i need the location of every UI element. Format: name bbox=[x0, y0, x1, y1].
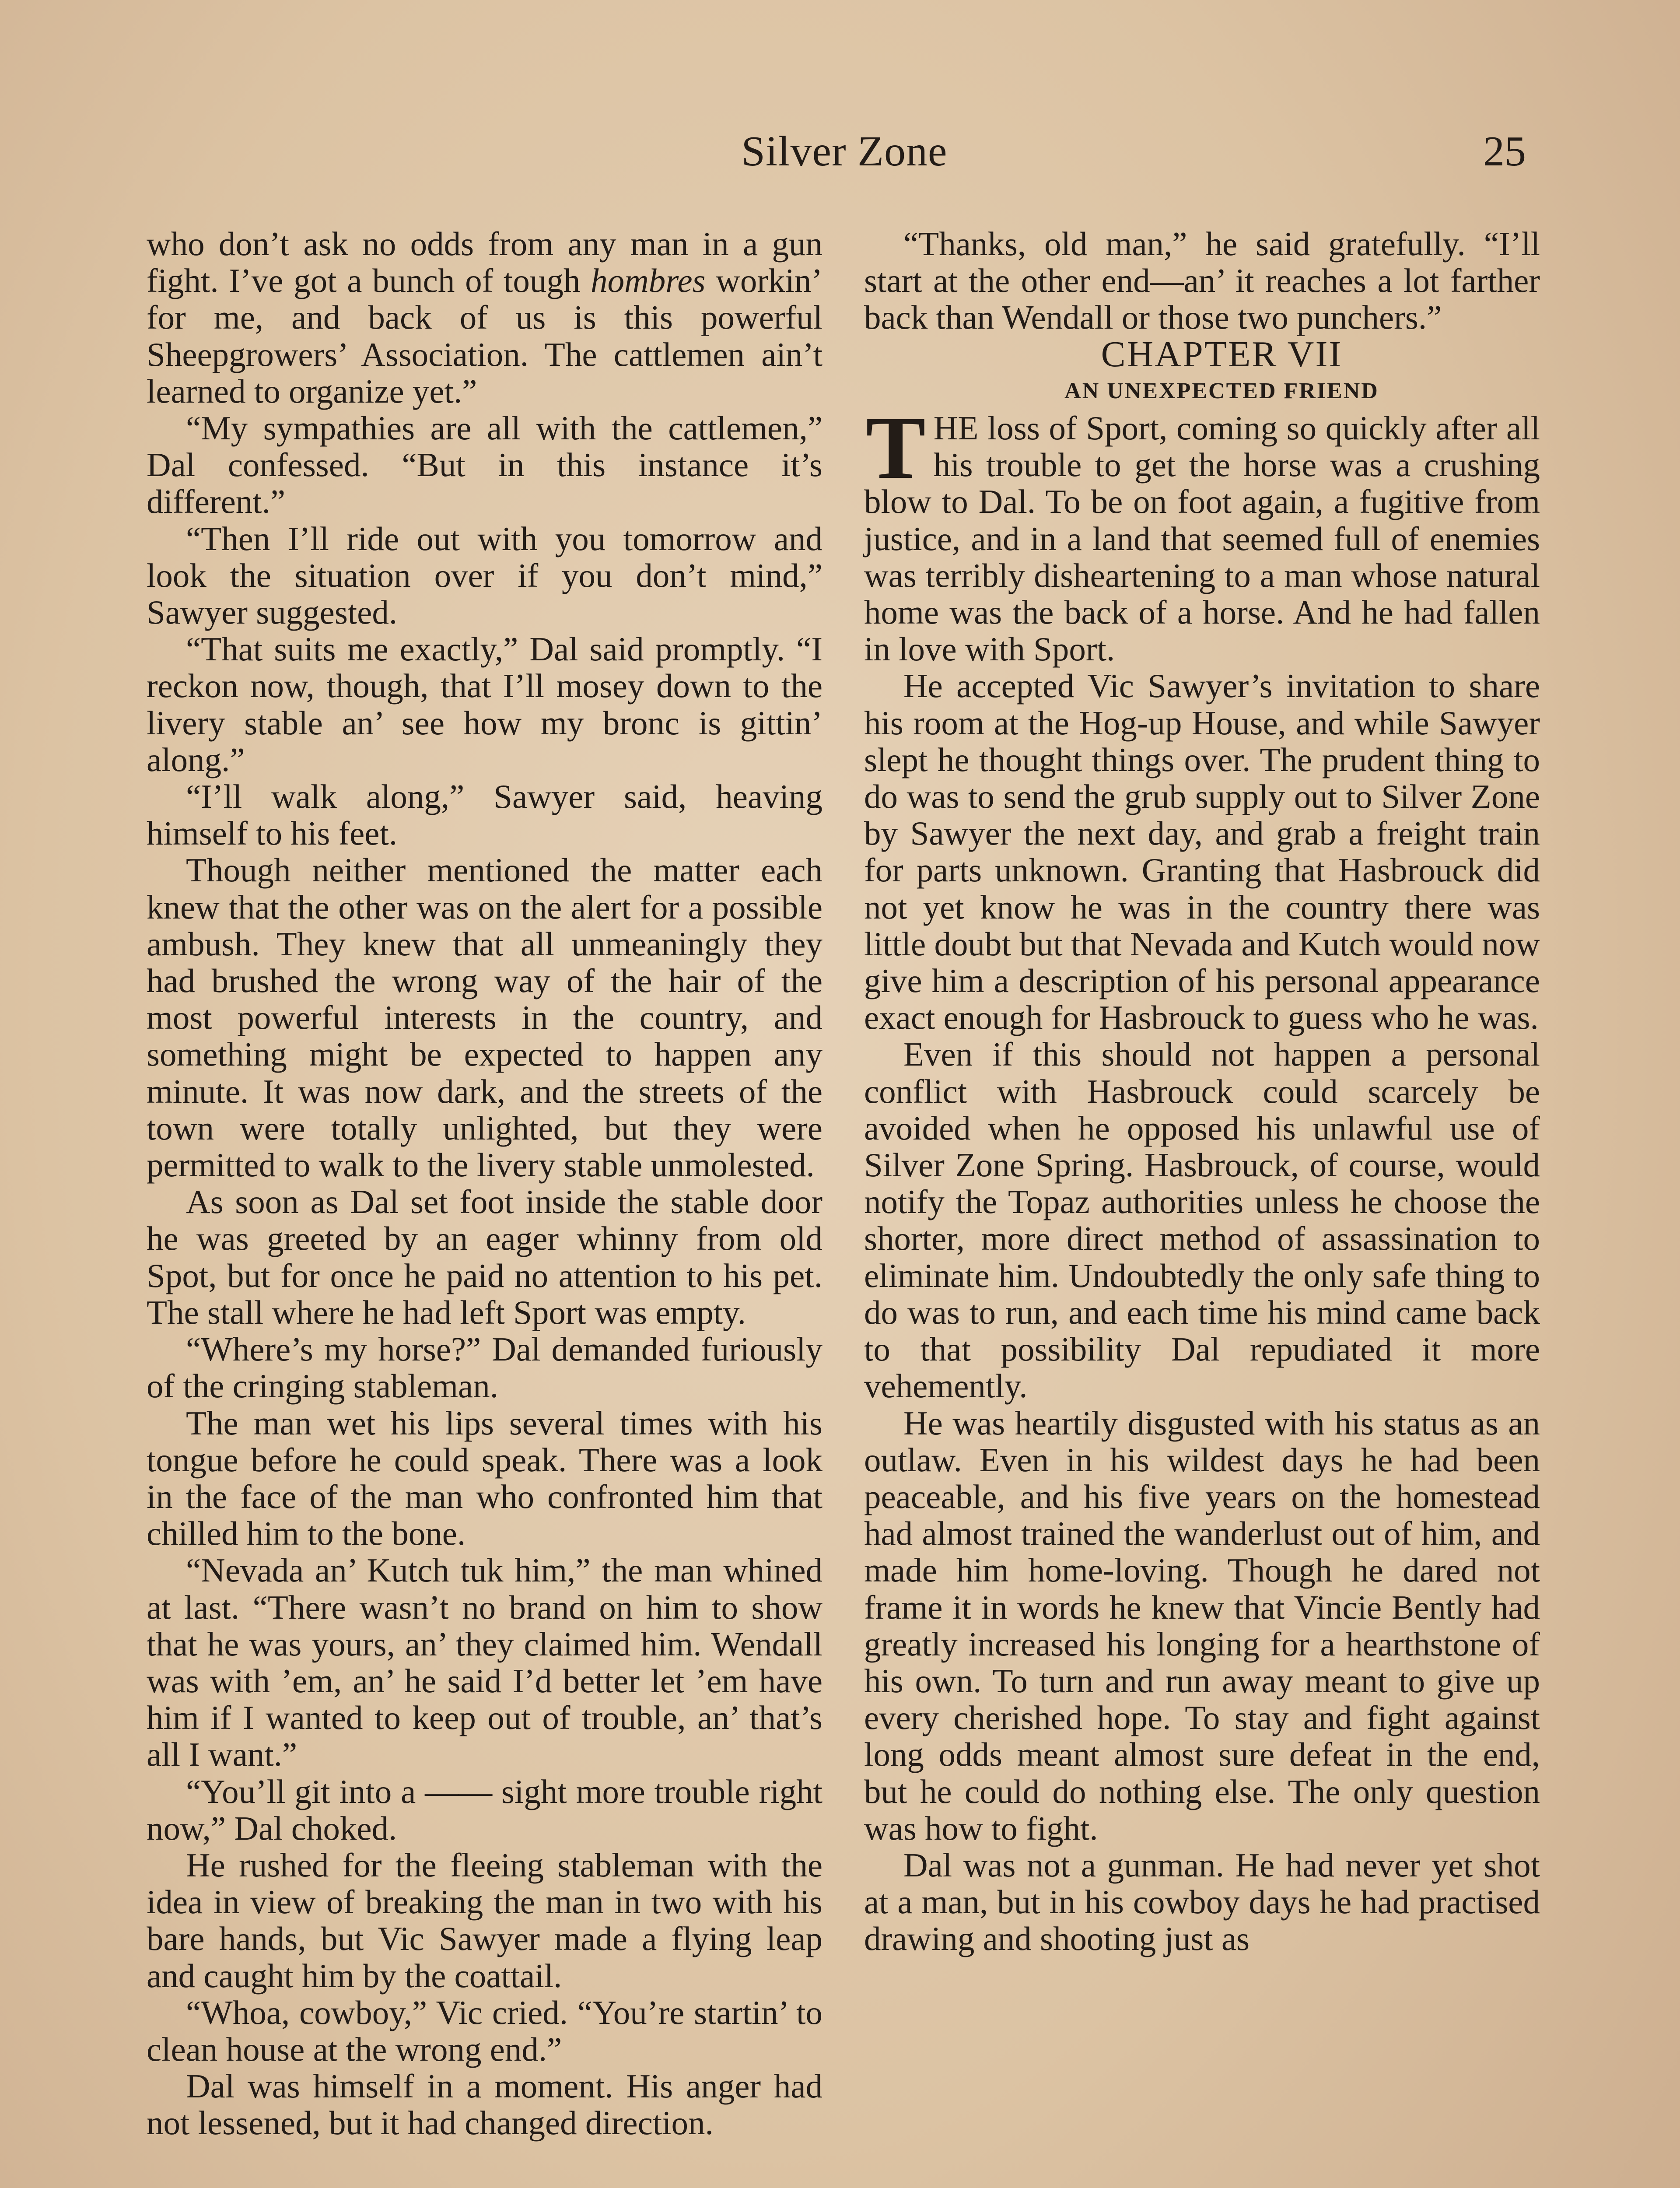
paragraph: “Nevada an’ Kutch tuk him,” the man whined at last. “There wasn’t no brand on him to show that he was yours, an’ they claimed him. Wendall was with ’em, an’ he said I’d better let ’em have him if I wanted to keep out of trouble, an’ that’s all I want.” bbox=[147, 1551, 822, 1774]
paragraph: He rushed for the fleeing stableman with the idea in view of breaking the man in two with his bare hands, but Vic Sawyer made a flying leap and caught him by the coattail. bbox=[147, 1846, 822, 1995]
paragraph: “I’ll walk along,” Sawyer said, heaving himself to his feet. bbox=[147, 778, 822, 852]
chapter-heading: CHAPTER VII bbox=[1101, 333, 1343, 375]
paragraph: “Where’s my horse?” Dal demanded furiously of the cringing stableman. bbox=[147, 1330, 822, 1405]
paragraph: “My sympathies are all with the cattlemen,” Dal confessed. “But in this instance it’s different.” bbox=[147, 409, 822, 521]
paragraph: “Thanks, old man,” he said gratefully. “I’ll start at the other end—an’ it reaches a lot farther back than Wendall or those two punchers.” bbox=[864, 225, 1540, 337]
paragraph: The man wet his lips several times with his tongue before he could speak. There was a look in the face of the man who confronted him that chilled him to the bone. bbox=[147, 1404, 822, 1553]
left-column bbox=[147, 225, 822, 2142]
paragraph: “You’ll git into a —— sight more trouble right now,” Dal choked. bbox=[147, 1772, 822, 1847]
paragraph: “Then I’ll ride out with you tomorrow and look the situation over if you don’t mind,” Sawyer suggested. bbox=[147, 519, 822, 631]
paragraph: As soon as Dal set foot inside the stable door he was greeted by an eager whinny from old Spot, but for once he paid no attention to his pet. The stall where he had left Sport was empty. bbox=[147, 1183, 822, 1331]
right-column bbox=[864, 225, 1540, 1957]
paragraph: He accepted Vic Sawyer’s invitation to share his room at the Hog-up House, and while Sawyer slept he thought things over. The prudent thing to do was to send the grub supply out to Silver Zone by Sawyer the next day, and grab a freight train for parts unknown. Granting that Hasbrouck did not yet know he was in the country there was little doubt but that Nevada and Kutch would now give him a description of his personal appearance exact enough for Hasbrouck to guess who he was. bbox=[864, 667, 1540, 1037]
paragraph: Dal was himself in a moment. His anger had not lessened, but it had changed direction. bbox=[147, 2067, 822, 2142]
paragraph: who don’t ask no odds from any man in a gun fight. I’ve got a bunch of tough hombres workin’ for me, and back of us is this powerful Sheepgrowers’ Association. The cattlemen ain’t learned to organize yet.” bbox=[147, 225, 822, 410]
drop-cap: T bbox=[866, 398, 926, 498]
chapter-first-paragraph: THE loss of Sport, coming so quickly after all his trouble to get the horse was a crushing blow to Dal. To be on foot again, a fugitive from justice, and in a land that seemed full of enemies was terribly disheartening to a man whose natural home was the back of a horse. And he had fallen in love with Sport. bbox=[864, 398, 1540, 668]
paragraph: “Whoa, cowboy,” Vic cried. “You’re startin’ to clean house at the wrong end.” bbox=[147, 1993, 822, 2068]
paragraph: Though neither mentioned the matter each knew that the other was on the alert for a possible ambush. They knew that all unmeaningly they had brushed the wrong way of the hair of the most powerful interests in the country, and something might be expected to happen any minute. It was now dark, and the streets of the town were totally unlighted, but they were permitted to walk to the livery stable unmolested. bbox=[147, 851, 822, 1184]
paragraph: “That suits me exactly,” Dal said promptly. “I reckon now, though, that I’ll mosey down to the livery stable an’ see how my bronc is gittin’ along.” bbox=[147, 630, 822, 778]
running-header-title: Silver Zone bbox=[741, 128, 948, 175]
paragraph: Even if this should not happen a personal conflict with Hasbrouck could scarcely be avoided when he opposed his unlawful use of Silver Zone Spring. Hasbrouck, of course, would notify the Topaz authorities unless he choose the shorter, more direct method of assassination to eliminate him. Undoubtedly the only safe thing to do was to run, and each time his mind came back to that possibility Dal repudiated it more vehemently. bbox=[864, 1035, 1540, 1405]
page-number: 25 bbox=[1483, 128, 1526, 175]
paragraph: Dal was not a gunman. He had never yet shot at a man, but in his cowboy days he had practised drawing and shooting just as bbox=[864, 1846, 1540, 1958]
italic-word: hombres bbox=[591, 262, 706, 300]
paragraph: He was heartily disgusted with his status as an outlaw. Even in his wildest days he had been peaceable, and his five years on the homestead had almost trained the wanderlust out of him, and made him home-loving. Though he dared not frame it in words he knew that Vincie Bently had greatly increased his longing for a hearthstone of his own. To turn and run away meant to give up every cherished hope. To stay and fight against long odds meant almost sure defeat in the end, but he could do nothing else. The only question was how to fight. bbox=[864, 1404, 1540, 1847]
chapter-subtitle: AN UNEXPECTED FRIEND bbox=[1064, 378, 1379, 403]
